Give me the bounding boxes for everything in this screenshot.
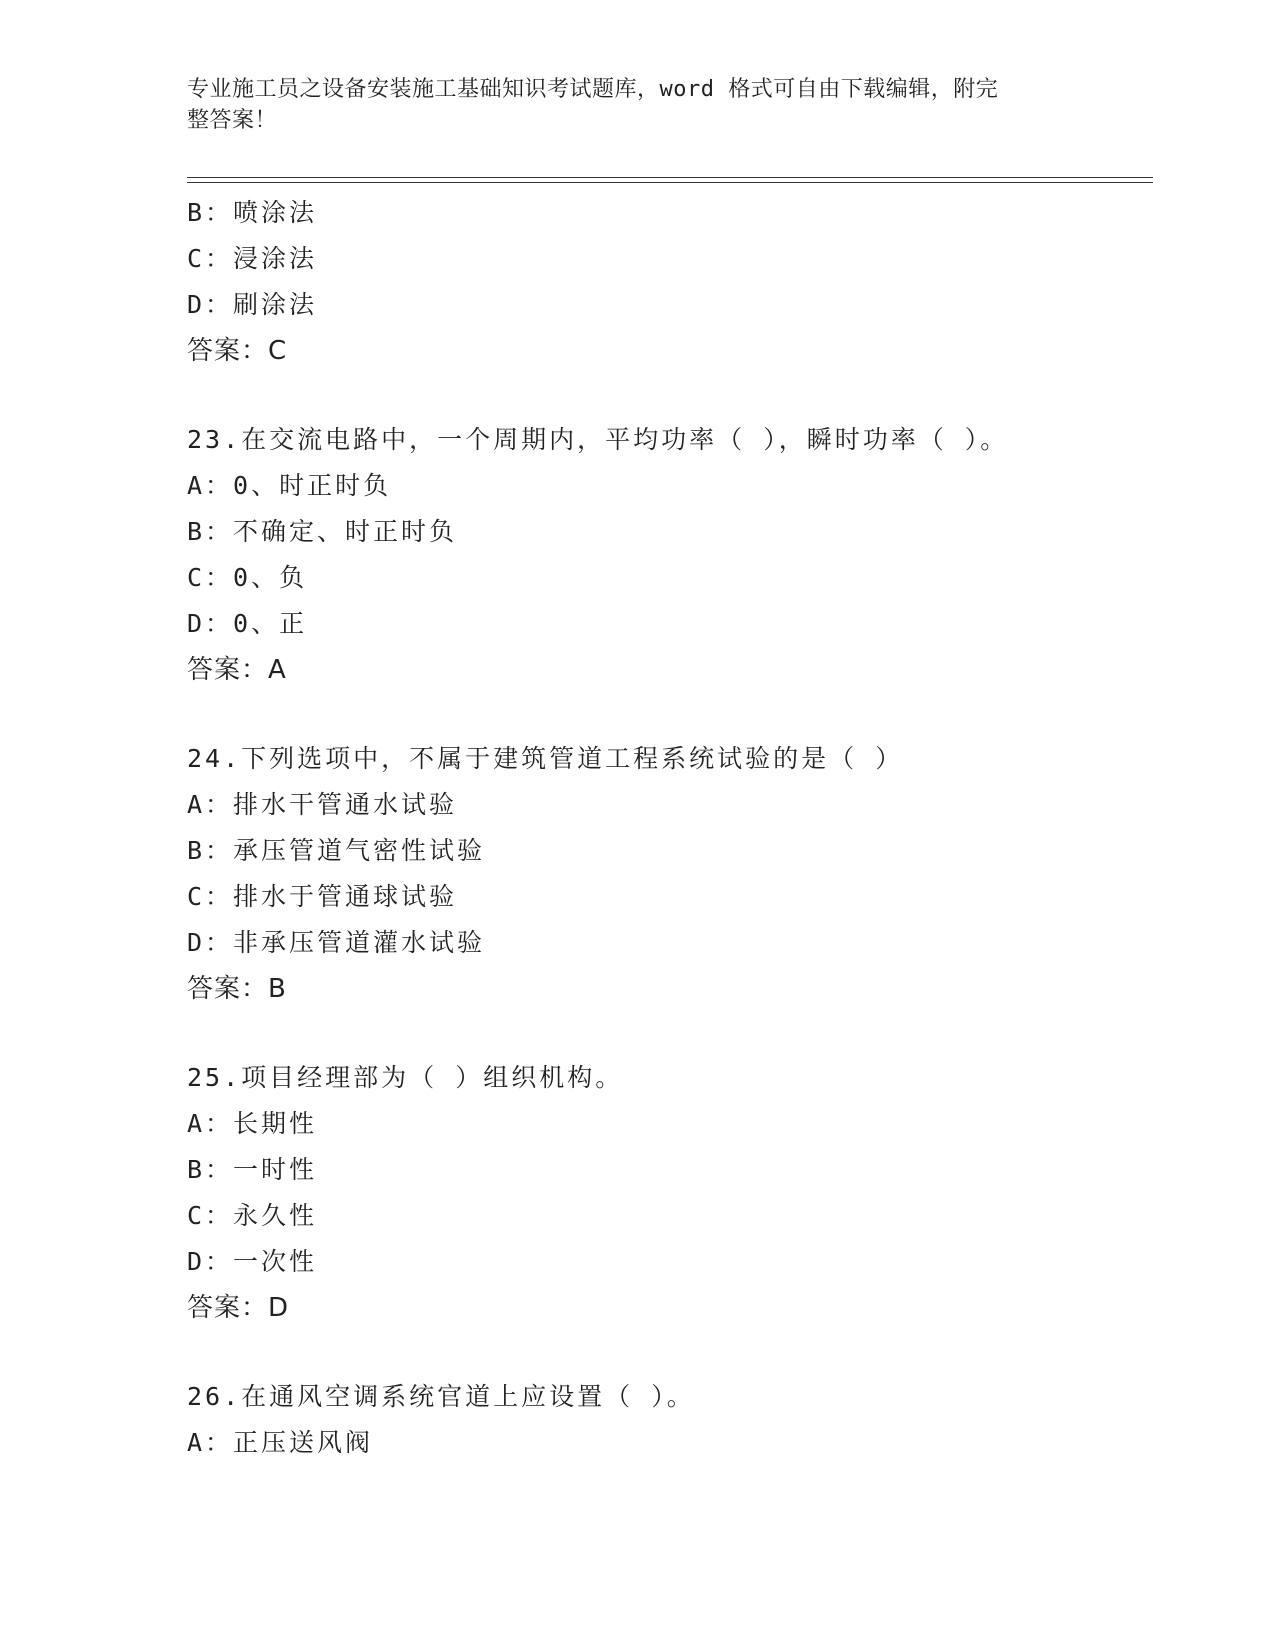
header-line-1: 专业施工员之设备安装施工基础知识考试题库，word 格式可自由下载编辑，附完 <box>187 77 999 102</box>
option-d: D：一次性 <box>187 1247 318 1276</box>
option-d: D：非承压管道灌水试验 <box>187 928 486 957</box>
option-c: C：0、负 <box>187 563 308 592</box>
answer-line: 答案：D <box>187 1293 290 1323</box>
option-c: C：浸涂法 <box>187 244 318 273</box>
option-b: B：承压管道气密性试验 <box>187 836 486 865</box>
option-d: D：刷涂法 <box>187 290 318 319</box>
question-25 <box>187 1055 1147 1331</box>
header-rule-bottom <box>187 182 1153 183</box>
question-content <box>187 190 1147 1466</box>
option-a: A：正压送风阀 <box>187 1428 374 1457</box>
question-stem: 26.在通风空调系统官道上应设置（ ）。 <box>187 1382 695 1411</box>
question-stem: 23.在交流电路中，一个周期内，平均功率（ ），瞬时功率（ ）。 <box>187 425 1009 454</box>
option-c: C：永久性 <box>187 1201 318 1230</box>
option-b: B：不确定、时正时负 <box>187 517 458 546</box>
question-22-continued <box>187 190 1147 374</box>
option-d: D：0、正 <box>187 609 308 638</box>
header-line-2: 整答案！ <box>187 108 278 133</box>
answer-line: 答案：B <box>187 974 287 1004</box>
option-a: A：排水干管通水试验 <box>187 790 458 819</box>
page-header <box>187 74 1067 136</box>
question-23 <box>187 417 1147 693</box>
option-c: C：排水于管通球试验 <box>187 882 458 911</box>
option-b: B：喷涂法 <box>187 198 318 227</box>
question-stem: 25.项目经理部为（ ）组织机构。 <box>187 1063 624 1092</box>
answer-line: 答案：A <box>187 655 287 685</box>
question-stem: 24.下列选项中，不属于建筑管道工程系统试验的是（ ） <box>187 744 904 773</box>
answer-line: 答案：C <box>187 336 288 366</box>
option-a: A：长期性 <box>187 1109 318 1138</box>
option-a: A：0、时正时负 <box>187 471 392 500</box>
question-26 <box>187 1374 1147 1466</box>
header-rule-top <box>187 177 1153 178</box>
option-b: B：一时性 <box>187 1155 318 1184</box>
question-24 <box>187 736 1147 1012</box>
